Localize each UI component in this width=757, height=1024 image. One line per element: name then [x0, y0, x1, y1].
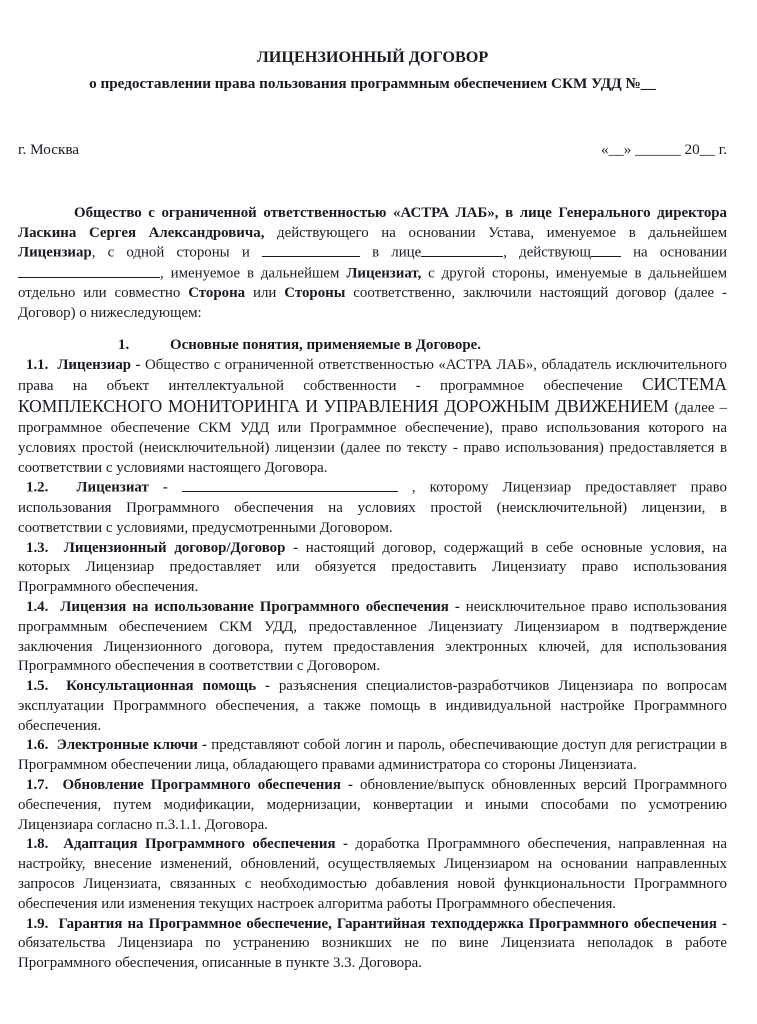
text-run: , именуемое в дальнейшем [160, 265, 347, 282]
text-run: с другой стороны, именуемые в дальнейшем отдельно или совместно [18, 265, 728, 302]
text-run: обязательства Лицензиара по устранению возникших не по вине Лицензиата неполадок в работе Программного обеспечения, описанные в пункте 3.3. Договора. [18, 935, 727, 972]
dateline [18, 140, 727, 160]
text-run: соответственно, заключили настоящий договор (далее - Договор) о нижеследующем: [18, 285, 727, 322]
bold-text-run: Стороны [284, 285, 346, 302]
text-run: Общество с ограниченной ответственностью «АСТРА ЛАБ», обладатель исключительного права на объект интеллектуальной собственности - программное обеспечение [18, 356, 728, 395]
bold-text-run: 1.9. Гарантия на Программное обеспечение, Гарантийная техподдержка Программного обеспечения - [26, 915, 727, 932]
caps-program-name: СИСТЕМА КОМПЛЕКСНОГО МОНИТОРИНГА И УПРАВЛЕНИЯ ДОРОЖНЫМ ДВИЖЕНИЕМ [18, 374, 727, 417]
section-heading [18, 336, 727, 356]
text-run: действующего на основании Устава, именуемое в дальнейшем [277, 224, 727, 241]
city-label: г. Москва [18, 141, 80, 158]
bold-text-run: Лицензиат, [346, 265, 422, 282]
clause-paragraph [18, 835, 727, 914]
text-run: неисключительное право использования программным обеспечением СКМ УДД, предоставленное Лицензиату Лицензиаром в подтверждение заключения Лицензионного договора, путем предоставления электронных ключей, для использования Программного обеспечения в соответствии с Договором. [18, 598, 727, 675]
fill-in-blank [262, 243, 360, 257]
text-run: или [245, 285, 285, 302]
clause-paragraph [18, 356, 727, 479]
doc-title: ЛИЦЕНЗИОННЫЙ ДОГОВОР [256, 48, 489, 66]
bold-text-run: 1.5. Консультационная помощь - [26, 678, 279, 695]
document-body [18, 204, 727, 974]
bold-text-run: 1.4. Лицензия на использование Программного обеспечения - [26, 598, 466, 615]
clause-paragraph [18, 776, 727, 835]
date-placeholder: «__» ______ 20__ г. [600, 141, 727, 158]
clause-paragraph [18, 677, 727, 736]
section-number: 1. [118, 336, 130, 353]
fill-in-blank [18, 264, 160, 278]
clause-paragraph [18, 915, 727, 974]
bold-text-run: Сторона [188, 285, 246, 302]
fill-in-blank [182, 478, 398, 492]
text-run: в лице [359, 245, 422, 262]
fill-in-blank [421, 243, 503, 257]
clause-paragraph [18, 478, 727, 538]
text-run: , которому Лицензиар предоставляет право использования Программного обеспечения на условиях простой (неисключительной) лицензии, в соответствии с условиями, предусмотренными Договором. [18, 480, 727, 536]
text-run: обновление/выпуск обновленных версий Программного обеспечения, путем модификации, модернизации, конвертации и иными способами по усмотрению Лицензиара согласно п.3.1.1. Договора. [18, 777, 728, 833]
clause-paragraph [18, 736, 727, 776]
text-run: представляют собой логин и пароль, обеспечивающие доступ для регистрации в Программном обеспечении лица, обладающего правами администратора со стороны Лицензиата. [18, 737, 727, 774]
bold-text-run: 1.1. Лицензиар - [26, 356, 146, 373]
bold-text-run: 1.6. Электронные ключи - [26, 737, 212, 754]
bold-text-run: 1.3. Лицензионный договор/Договор - [26, 539, 306, 556]
text-run: (далее – программное обеспечение СКМ УДД или Программное обеспечение), право использования которого на условиях простой (неисключительной) лицензии (далее по тексту - право использования) предоставляется в соответствии с условиями настоящего Договора. [18, 400, 727, 476]
bold-text-run: 1.7. Обновление Программного обеспечения - [26, 777, 361, 794]
text-run: , с одной стороны и [91, 245, 262, 262]
section-heading-text: Основные понятия, применяемые в Договоре. [170, 336, 481, 353]
fill-in-blank [591, 243, 621, 257]
bold-text-run: 1.2. Лицензиат - [26, 480, 182, 497]
text-run: на основании [620, 245, 728, 262]
text-run: настоящий договор, содержащий в себе основные условия, на которых Лицензиар предоставляет или обязуется предоставить Лицензиату право использования Программного обеспечения. [18, 539, 727, 596]
doc-subtitle: о предоставлении права пользования программным обеспечением СКМ УДД №__ [89, 75, 656, 92]
bold-text-run: Общество с ограниченной ответственностью «АСТРА ЛАБ», в лице Генерального директора Ласкина Сергея Александровича, [18, 204, 727, 241]
text-run: доработка Программного обеспечения, направленная на настройку, внесение изменений, обновлений, осуществляемых Лицензиаром на основании направленных запросов Лицензиата, связанных с необходимостью добавления новой функциональности Программного обеспечения или изменения текущих настроек алгоритма работы Программного обеспечения. [18, 836, 727, 912]
clause-paragraph [18, 598, 727, 677]
text-run: разъяснения специалистов-разработчиков Лицензиара по вопросам эксплуатации Программного обеспечения, а также помощь в индивидуальной настройке Программного обеспечения. [18, 678, 728, 734]
text-run: , действующ [503, 245, 591, 262]
clause-paragraph [18, 539, 727, 598]
preamble-paragraph [18, 204, 727, 324]
bold-text-run: Лицензиар [18, 245, 92, 262]
bold-text-run: 1.8. Адаптация Программного обеспечения - [26, 836, 356, 853]
